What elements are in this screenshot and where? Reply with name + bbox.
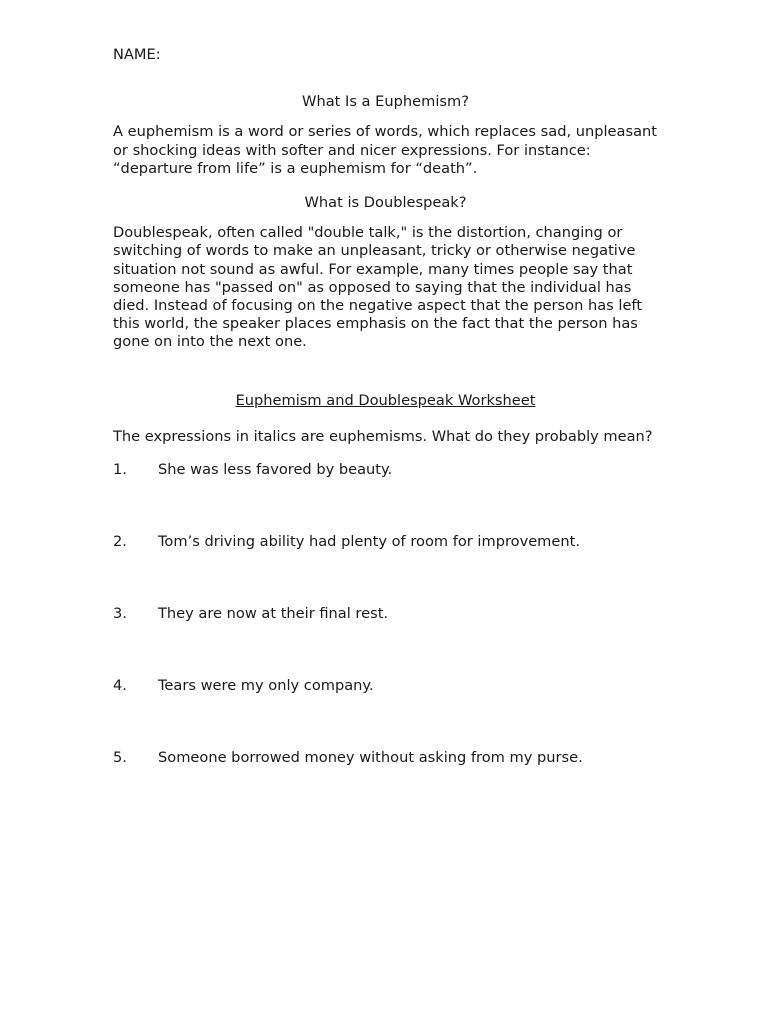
question-text: They are now at their final rest. — [158, 605, 389, 623]
euphemism-definition: A euphemism is a word or series of words, which replaces sad, unpleasant or shocking ideas with softer and nicer expressions. For instance: “departure from life” is a euphemism for “death”. — [113, 123, 658, 177]
question-text: Tears were my only company. — [158, 677, 374, 695]
name-label: NAME: — [113, 46, 161, 63]
section-spacer — [113, 368, 658, 392]
question-item — [113, 605, 658, 677]
question-number: 2. — [113, 533, 127, 551]
question-number: 5. — [113, 749, 127, 767]
question-number: 1. — [113, 461, 127, 479]
question-item — [113, 749, 658, 821]
question-item — [113, 461, 658, 533]
question-text: Someone borrowed money without asking from my purse. — [158, 749, 583, 767]
question-text: She was less favored by beauty. — [158, 461, 393, 479]
question-item — [113, 677, 658, 749]
worksheet-page — [113, 46, 658, 821]
question-number: 4. — [113, 677, 127, 695]
question-text: Tom’s driving ability had plenty of room for improvement. — [158, 533, 580, 551]
question-list — [113, 461, 658, 821]
question-item — [113, 533, 658, 605]
worksheet-title: Euphemism and Doublespeak Worksheet — [235, 391, 536, 409]
euphemism-heading: What Is a Euphemism? — [302, 93, 469, 111]
question-number: 3. — [113, 605, 127, 623]
doublespeak-definition: Doublespeak, often called "double talk," is the distortion, changing or switching of words to make an unpleasant, tricky or otherwise negative situation not sound as awful. For example, many times people say that someone has "passed on" as opposed to saying that the individual has died. Instead of focusing on the negative aspect that the person has left this world, the speaker places emphasis on the fact that the person has gone on into the next one. — [113, 224, 643, 351]
worksheet-instructions: The expressions in italics are euphemisms. What do they probably mean? — [113, 427, 653, 445]
doublespeak-heading: What is Doublespeak? — [304, 194, 467, 212]
